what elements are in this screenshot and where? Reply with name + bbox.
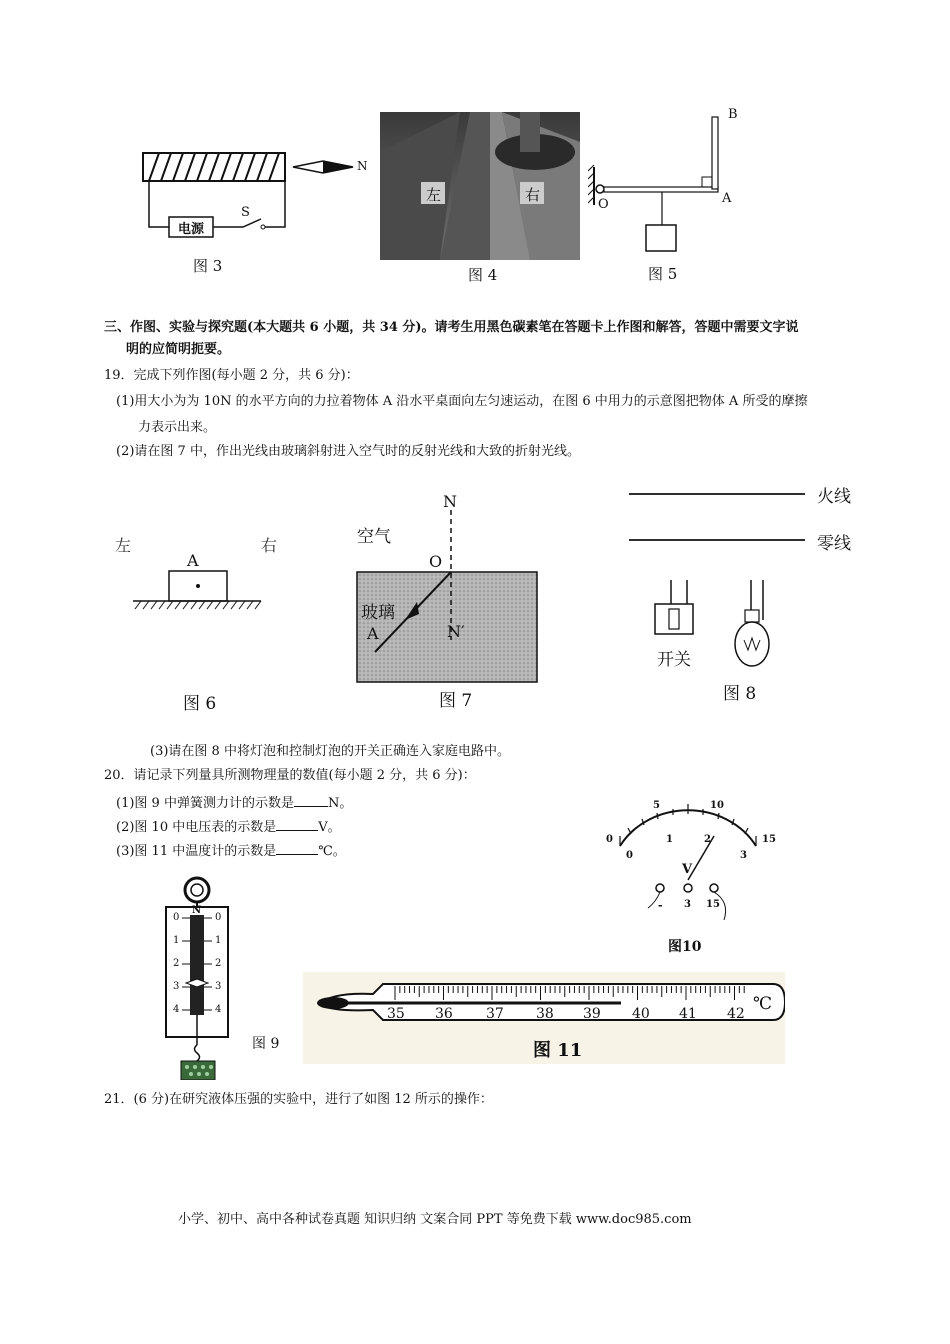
figure-7 (355, 490, 545, 715)
q19-part2: (2)请在图 7 中，作出光线由玻璃斜射进入空气时的反射光线和大致的折射光线。 (116, 444, 580, 459)
right-tick-0: 0 (215, 912, 222, 923)
figure-11 (303, 972, 785, 1064)
upper-tick-0: 0 (606, 834, 613, 845)
q20-part3-blank[interactable] (276, 840, 318, 855)
needle-north-label: N (357, 159, 368, 173)
figure-8 (625, 480, 865, 710)
normal-n-label: N (443, 492, 457, 511)
q20-part2-blank[interactable] (276, 816, 318, 831)
block-on-surface (125, 569, 275, 619)
q20-part1-suffix: N。 (327, 796, 353, 811)
voltmeter-v-label: V (682, 862, 693, 877)
figure-3 (135, 145, 375, 280)
q19-part3: (3)请在图 8 中将灯泡和控制灯泡的开关正确连入家庭电路中。 (150, 744, 510, 759)
left-tick-0: 0 (173, 912, 180, 923)
q20-part2 (116, 816, 341, 838)
q19-part1-line2: 力表示出来。 (138, 420, 217, 435)
left-label: 左 (426, 186, 442, 204)
section-3-heading-line1: 三、作图、实验与探究题(本大题共 6 小题，共 34 分)。请考生用黑色碳素笔在答题卡上作图和解答，答题中需要文字说 (104, 320, 799, 335)
figure-6-caption: 图 6 (183, 694, 217, 714)
point-o-label: O (429, 552, 443, 571)
left-tick-4: 4 (173, 1004, 180, 1015)
right-tick-3: 3 (215, 981, 222, 992)
figure-5 (588, 105, 748, 285)
left-tick-3: 3 (173, 981, 180, 992)
right-tick-1: 1 (215, 935, 222, 946)
tick-41: 41 (679, 1006, 697, 1022)
figure-10-caption: 图10 (668, 939, 702, 955)
point-b-label: B (728, 107, 738, 122)
terminal-negative: - (658, 899, 663, 912)
lower-tick-3: 3 (740, 850, 747, 861)
right-label: 右 (525, 186, 541, 204)
tick-42: 42 (727, 1006, 745, 1022)
figure-7-caption: 图 7 (439, 691, 473, 711)
q21-stem: 21．(6 分)在研究液体压强的实验中，进行了如图 12 所示的操作： (104, 1092, 493, 1107)
figure-3-caption: 图 3 (193, 257, 223, 275)
figure-8-caption: 图 8 (723, 684, 757, 704)
figure-4-caption: 图 4 (468, 266, 498, 284)
q20-part3 (116, 840, 346, 862)
right-label: 右 (261, 536, 278, 555)
tick-39: 39 (583, 1006, 601, 1022)
left-tick-1: 1 (173, 935, 180, 946)
figure-10 (600, 798, 780, 960)
q19-stem: 19．完成下列作图(每小题 2 分，共 6 分)： (104, 368, 359, 383)
figure-4 (380, 112, 580, 284)
section-3-heading-line2: 明的应简明扼要。 (126, 342, 231, 357)
right-tick-2: 2 (215, 958, 222, 969)
glass-label: 玻璃 (361, 603, 395, 623)
lower-tick-2: 2 (704, 834, 711, 845)
celsius-unit: ℃ (753, 994, 773, 1014)
right-tick-4: 4 (215, 1004, 222, 1015)
tick-40: 40 (632, 1006, 650, 1022)
figure-11-caption: 图 11 (533, 1040, 583, 1061)
point-a-label: A (367, 624, 379, 643)
block-a-label: A (187, 551, 199, 570)
air-label: 空气 (357, 527, 391, 547)
figure-5-caption: 图 5 (648, 265, 678, 283)
figure-6 (115, 525, 295, 715)
switch-label: S (241, 205, 250, 220)
lower-tick-1: 1 (666, 834, 673, 845)
figure-9 (160, 875, 290, 1080)
pivot-o-label: O (598, 197, 609, 212)
solenoid-diagram (135, 145, 375, 280)
q20-part2-prefix: (2)图 10 中电压表的示数是 (116, 820, 277, 835)
q20-part2-suffix: V。 (318, 820, 341, 835)
tick-38: 38 (536, 1006, 554, 1022)
upper-tick-5: 5 (653, 800, 660, 811)
terminal-3: 3 (684, 899, 691, 910)
live-wire-label: 火线 (817, 487, 851, 507)
q20-part3-suffix: ℃。 (318, 844, 346, 859)
q20-part1 (116, 792, 352, 814)
left-label: 左 (115, 536, 132, 555)
point-a-label: A (722, 191, 732, 206)
terminal-15: 15 (706, 899, 720, 910)
figure-9-caption: 图 9 (252, 1036, 280, 1052)
glass-air-diagram (355, 490, 545, 690)
lever-diagram (588, 105, 748, 265)
lower-tick-0: 0 (626, 850, 633, 861)
tick-36: 36 (435, 1006, 453, 1022)
q20-part3-prefix: (3)图 11 中温度计的示数是 (116, 844, 277, 859)
switch-label: 开关 (657, 650, 691, 670)
tactile-paving-photo (380, 112, 580, 260)
upper-tick-10: 10 (710, 800, 724, 811)
q19-part1-line1: (1)用大小为为 10N 的水平方向的力拉着物体 A 沿水平桌面向左匀速运动，在图 6 中用力的示意图把物体 A 所受的摩擦 (116, 394, 808, 409)
tick-37: 37 (486, 1006, 504, 1022)
normal-n-prime-label: N′ (447, 622, 465, 641)
unit-n-label: N (192, 905, 202, 916)
q20-part1-blank[interactable] (294, 792, 328, 807)
power-source-label: 电源 (178, 222, 205, 237)
neutral-wire-label: 零线 (817, 534, 851, 554)
left-tick-2: 2 (173, 958, 180, 969)
upper-tick-15: 15 (762, 834, 776, 845)
q20-part1-prefix: (1)图 9 中弹簧测力计的示数是 (116, 796, 294, 811)
q20-stem: 20．请记录下列量具所测物理量的数值(每小题 2 分，共 6 分)： (104, 768, 476, 783)
tick-35: 35 (387, 1006, 405, 1022)
footer-text: 小学、初中、高中各种试卷真题 知识归纳 文案合同 PPT 等免费下载 www.doc985.com (178, 1212, 692, 1227)
